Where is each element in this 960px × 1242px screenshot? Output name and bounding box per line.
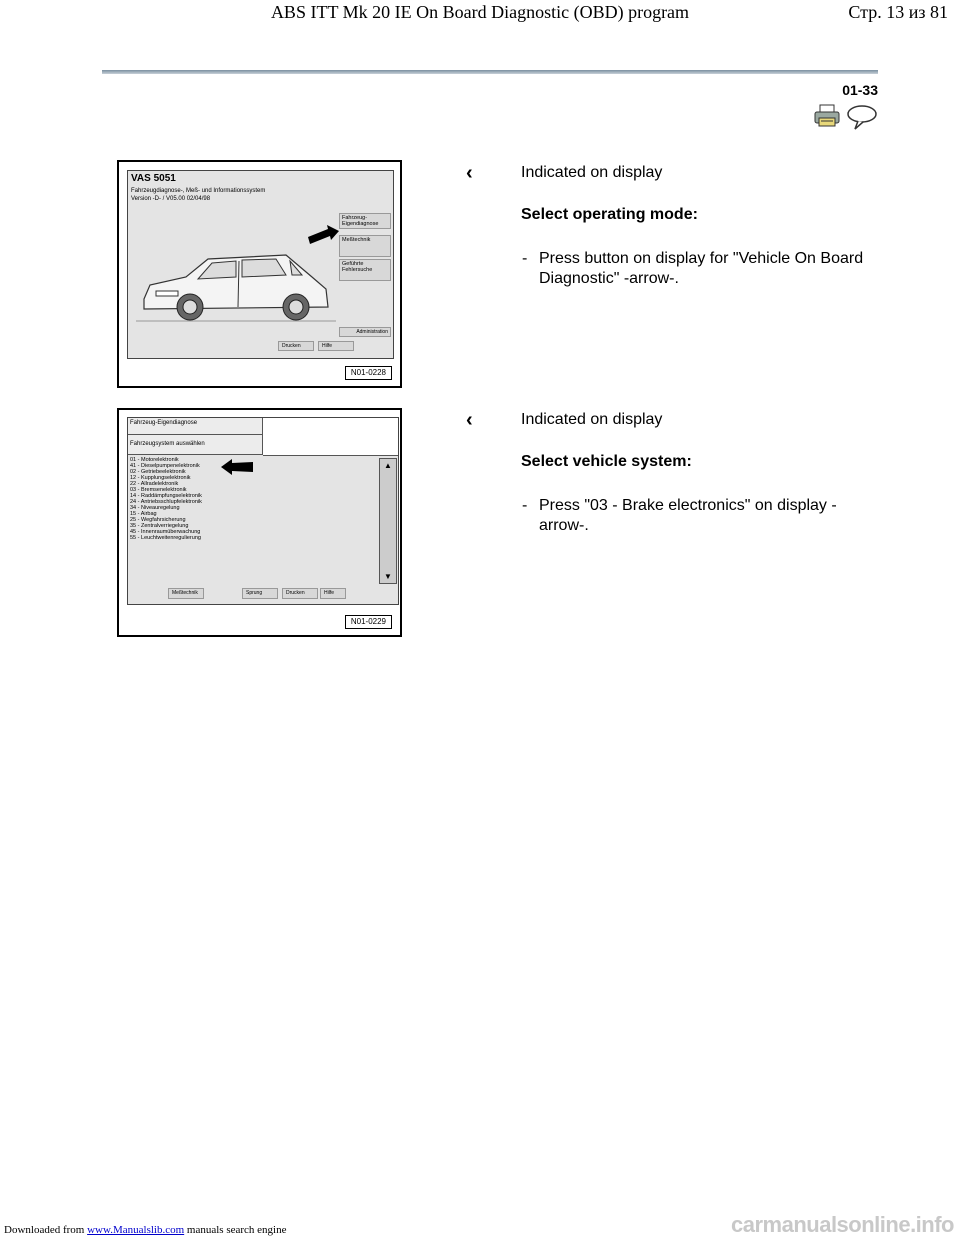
- instruction-item: - Press "03 - Brake electronics" on display -arrow-.: [522, 497, 837, 534]
- button-vehicle-self-diagnosis[interactable]: Fahrzeug- Eigendiagnose: [339, 213, 391, 229]
- vehicle-system-list: [130, 457, 378, 541]
- screen-header: Fahrzeug-Eigendiagnose: [128, 418, 263, 435]
- scroll-up-icon[interactable]: ▲: [384, 461, 392, 470]
- list-item[interactable]: 34 - Niveauregelung: [130, 505, 180, 511]
- button-print[interactable]: Drucken: [278, 341, 314, 351]
- list-item[interactable]: 01 - Motorelektronik: [130, 457, 179, 463]
- figure-vas5051-start-screen: [117, 160, 402, 388]
- figure-vehicle-system-list: [117, 408, 402, 637]
- indicated-label: Indicated on display: [521, 411, 663, 428]
- button-measurement[interactable]: Meßtechnik: [339, 235, 391, 257]
- section-number: 01-33: [842, 82, 878, 98]
- footer-source: Downloaded from www.Manualslib.com manuals search engine: [4, 1224, 287, 1236]
- button-jump[interactable]: Sprung: [242, 588, 278, 599]
- printer-icon[interactable]: [814, 104, 840, 128]
- button-administration[interactable]: Administration: [339, 327, 391, 337]
- indicated-label: Indicated on display: [521, 164, 663, 181]
- screen-subheader: Fahrzeugsystem auswählen: [128, 435, 263, 455]
- car-illustration: [136, 241, 336, 329]
- header-rule: [102, 70, 878, 74]
- arrow-icon: [220, 458, 254, 476]
- screen-title: VAS 5051: [131, 173, 176, 184]
- figure-code: N01-0229: [345, 615, 392, 629]
- button-guided-fault-finding[interactable]: Geführte Fehlersuche: [339, 259, 391, 281]
- list-item[interactable]: 41 - Dieselpumpenelektronik: [130, 463, 200, 469]
- arrow-icon: [306, 225, 340, 245]
- comment-icon[interactable]: [846, 104, 878, 130]
- list-item[interactable]: 03 - Bremsenelektronik: [130, 487, 187, 493]
- pointer-arrow-icon: ‹: [466, 162, 473, 184]
- scrollbar[interactable]: [379, 458, 397, 584]
- instruction-item: - Press button on display for "Vehicle On Board Diagnostic" -arrow-.: [522, 250, 864, 287]
- list-item[interactable]: 24 - Antriebsschlupfelektronik: [130, 499, 202, 505]
- watermark: carmanualsonline.info: [731, 1212, 954, 1237]
- button-help[interactable]: Hilfe: [320, 588, 346, 599]
- list-item[interactable]: 14 - Raddämpfungselektronik: [130, 493, 202, 499]
- button-print[interactable]: Drucken: [282, 588, 318, 599]
- step-heading: Select operating mode:: [521, 206, 698, 223]
- diagnostic-screen: [127, 417, 399, 605]
- step-heading: Select vehicle system:: [521, 453, 692, 470]
- screen-header-blank: [263, 418, 398, 456]
- button-help[interactable]: Hilfe: [318, 341, 354, 351]
- list-item[interactable]: 02 - Getriebeelektronik: [130, 469, 186, 475]
- list-item[interactable]: 35 - Zentralverriegelung: [130, 523, 189, 529]
- list-item[interactable]: 12 - Kupplungselektronik: [130, 475, 191, 481]
- scroll-down-icon[interactable]: ▼: [384, 572, 392, 581]
- list-item[interactable]: 25 - Wegfahrsicherung: [130, 517, 186, 523]
- page-title: ABS ITT Mk 20 IE On Board Diagnostic (OBD) program: [270, 2, 690, 22]
- list-item[interactable]: 45 - Innenraumüberwachung: [130, 529, 201, 535]
- diagnostic-screen: [127, 170, 394, 359]
- page-counter: Стр. 13 из 81: [848, 2, 948, 22]
- pointer-arrow-icon: ‹: [466, 409, 473, 431]
- screen-subtitle: Fahrzeugdiagnose-, Meß- und Informationssystem Version -D- / V05.00 02/04/98: [131, 188, 266, 202]
- list-item[interactable]: 22 - Allradelektronik: [130, 481, 179, 487]
- manualslib-link[interactable]: www.Manualslib.com: [87, 1224, 185, 1236]
- button-measurement[interactable]: Meßtechnik: [168, 588, 204, 599]
- list-item[interactable]: 55 - Leuchtweitenregulierung: [130, 535, 201, 541]
- figure-code: N01-0228: [345, 366, 392, 380]
- list-item[interactable]: 15 - Airbag: [130, 511, 157, 517]
